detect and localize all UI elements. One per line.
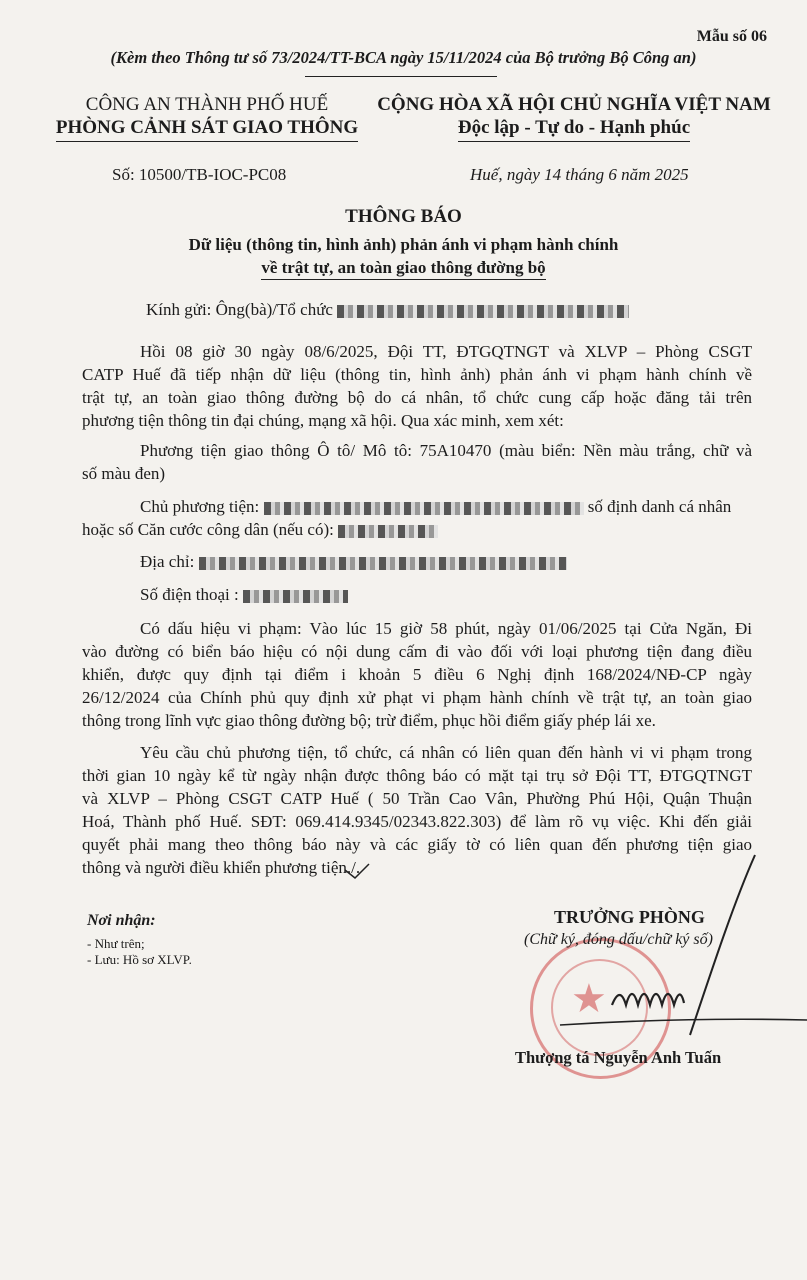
id-label: hoặc số Căn cước công dân (nếu có):	[82, 520, 334, 539]
p4-line-2: thời gian 10 ngày kể từ ngày nhận được thông báo có mặt tại trụ sở Đội TT, ĐTGQTNGT	[82, 766, 752, 785]
official-seal-icon: ★	[530, 938, 671, 1079]
recipient-item-2: - Lưu: Hồ sơ XLVP.	[87, 952, 192, 967]
p1-line-3: trật tự, an toàn giao thông đường bộ do cá nhân, tổ chức cung cấp hoặc đăng tải trên	[82, 388, 752, 407]
recipient-label: Kính gửi: Ông(bà)/Tổ chức	[146, 300, 333, 319]
signature-note: (Chữ ký, đóng dấu/chữ ký số)	[524, 931, 713, 948]
document-date: Huế, ngày 14 tháng 6 năm 2025	[470, 165, 689, 184]
agency-name: CÔNG AN THÀNH PHỐ HUẾ	[85, 94, 329, 115]
p4-line-1: Yêu cầu chủ phương tiện, tổ chức, cá nhân có liên quan đến hành vi vi phạm trong	[140, 743, 752, 762]
p3-line-2: vào đường có biển báo hiệu có nội dung cấm đi vào đối với loại phương tiện đang điều	[82, 642, 752, 661]
p3-line-5: thông trong lĩnh vực giao thông đường bộ; trừ điểm, phục hồi điểm giấy phép lái xe.	[82, 711, 656, 730]
form-reference: (Kèm theo Thông tư số 73/2024/TT-BCA ngày 15/11/2024 của Bộ trưởng Bộ Công an)	[110, 48, 697, 67]
p1-line-1: Hồi 08 giờ 30 ngày 08/6/2025, Đội TT, ĐTGQTNGT và XLVP – Phòng CSGT	[140, 342, 752, 361]
document-title: THÔNG BÁO	[345, 206, 462, 227]
p3-line-3: khiển, được quy định tại điểm i khoản 5 điều 6 Nghị định 168/2024/NĐ-CP ngày	[82, 665, 752, 684]
p4-line-5: quyết phải mang theo thông báo này và các giấy tờ có liên quan đến phương tiện giao	[82, 835, 752, 854]
p2-line-1: Phương tiện giao thông Ô tô/ Mô tô: 75A10470 (màu biển: Nền màu trắng, chữ và	[140, 441, 752, 460]
owner-suffix: số định danh cá nhân	[587, 497, 732, 516]
phone-label: Số điện thoại :	[140, 585, 239, 604]
address-label: Địa chỉ:	[140, 552, 195, 571]
signer-position: TRƯỞNG PHÒNG	[554, 907, 705, 927]
p1-line-2: CATP Huế đã tiếp nhận dữ liệu (thông tin, hình ảnh) phản ánh vi phạm hành chính về	[82, 365, 752, 384]
recipient-item-1: - Như trên;	[87, 936, 145, 951]
p3-line-1: Có dấu hiệu vi phạm: Vào lúc 15 giờ 58 phút, ngày 01/06/2025 tại Cửa Ngăn, Đi	[140, 619, 752, 638]
signer-name: Thượng tá Nguyễn Anh Tuấn	[515, 1048, 722, 1067]
p4-line-3: và XLVP – Phòng CSGT CATP Huế ( 50 Trần Cao Vân, Phường Phú Hội, Quận Thuận	[82, 789, 752, 808]
country-name: CỘNG HÒA XÃ HỘI CHỦ NGHĨA VIỆT NAM	[377, 94, 771, 115]
p3-line-4: 26/12/2024 của Chính phủ quy định xử phạt vi phạm hành chính về trật tự, an toàn giao	[82, 688, 752, 707]
p4-line-6: thông và người điều khiển phương tiện./.	[82, 858, 361, 877]
document-number: Số: 10500/TB-IOC-PC08	[112, 165, 287, 184]
subtitle-part-a: về trật tự	[261, 258, 330, 277]
p4-line-4: Hoá, Thành phố Huế. SĐT: 069.414.9345/02343.822.303) để làm rõ vụ việc. Khi đến giải	[82, 812, 752, 831]
p1-line-4: phương tiện thông tin đại chúng, mạng xã hội. Qua xác minh, xem xét:	[82, 411, 564, 430]
subtitle-part-b: , an toàn giao thông đường bộ	[329, 258, 546, 277]
p2-line-2: số màu đen)	[82, 464, 166, 483]
national-motto: Độc lập - Tự do - Hạnh phúc	[458, 116, 690, 142]
recipients-heading: Nơi nhận:	[87, 912, 156, 929]
owner-label: Chủ phương tiện:	[140, 497, 260, 516]
form-number: Mẫu số 06	[696, 28, 767, 45]
document-subtitle-1: Dữ liệu (thông tin, hình ảnh) phản ánh vi phạm hành chính	[188, 235, 619, 254]
department-name: PHÒNG CẢNH SÁT GIAO THÔNG	[56, 116, 358, 142]
